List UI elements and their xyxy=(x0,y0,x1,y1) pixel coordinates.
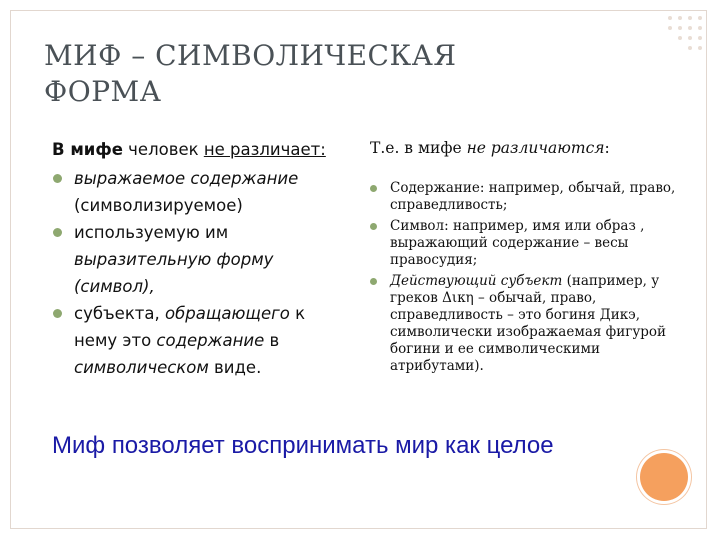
bullet-text-italic: символическом xyxy=(74,358,209,377)
list-item xyxy=(370,273,680,375)
left-bullet-list xyxy=(52,165,342,381)
bullet-text: к нему это xyxy=(74,304,306,350)
bullet-text-italic: обращающего xyxy=(165,304,290,323)
bullet-dot-icon xyxy=(370,185,377,192)
list-item xyxy=(52,165,342,219)
right-lead-colon: : xyxy=(604,139,610,157)
bullet-text: в xyxy=(264,331,280,350)
right-lead xyxy=(370,136,680,160)
bullet-dot-icon xyxy=(370,278,377,285)
right-lead-italic: не различаются xyxy=(466,139,605,157)
conclusion-text: Миф позволяет воспринимать мир как целое xyxy=(52,432,554,459)
left-lead xyxy=(52,136,342,163)
bullet-text-italic: выразительную форму (символ), xyxy=(74,250,274,296)
bullet-text: виде. xyxy=(208,358,262,377)
right-column xyxy=(370,136,680,379)
list-item xyxy=(52,300,342,381)
left-lead-text: человек xyxy=(122,140,204,159)
bullet-text: используемую им xyxy=(74,223,229,242)
left-lead-bold: В мифе xyxy=(52,140,123,159)
bullet-text: (символизируемое) xyxy=(74,196,243,215)
bullet-text: (например, у греков Δικη – обычай, право, справедливость – это богиня Дикэ, символически изображаемая фигурой богини и ее символическими атрибутами). xyxy=(390,273,667,374)
bullet-dot-icon xyxy=(370,223,377,230)
bullet-text-italic: выражаемое содержание xyxy=(74,169,299,188)
bullet-text: Содержание: например, обычай, право, справедливость; xyxy=(390,180,676,213)
left-column xyxy=(52,136,342,381)
slide-title xyxy=(44,38,604,110)
bullet-dot-icon xyxy=(53,309,62,318)
list-item xyxy=(370,180,680,214)
bullet-text-italic: содержание xyxy=(156,331,265,350)
bullet-text: субъекта, xyxy=(74,304,165,323)
orange-circle-icon xyxy=(640,453,688,501)
left-lead-underlined: не различает: xyxy=(203,140,326,159)
right-lead-text: Т.е. в мифе xyxy=(370,139,467,157)
title-line-1: МИФ – СИМВОЛИЧЕСКАЯ xyxy=(44,39,457,72)
bullet-text-italic: Действующий субъект xyxy=(390,273,563,289)
bullet-dot-icon xyxy=(53,174,62,183)
right-bullet-list xyxy=(370,180,680,375)
bullet-dot-icon xyxy=(53,228,62,237)
list-item xyxy=(370,218,680,269)
title-line-2: ФОРМА xyxy=(44,75,162,108)
list-item xyxy=(52,219,342,300)
decorative-dot-grid xyxy=(662,16,708,56)
bullet-text: Символ: например, имя или образ , выражающий содержание – весы правосудия; xyxy=(390,218,645,268)
